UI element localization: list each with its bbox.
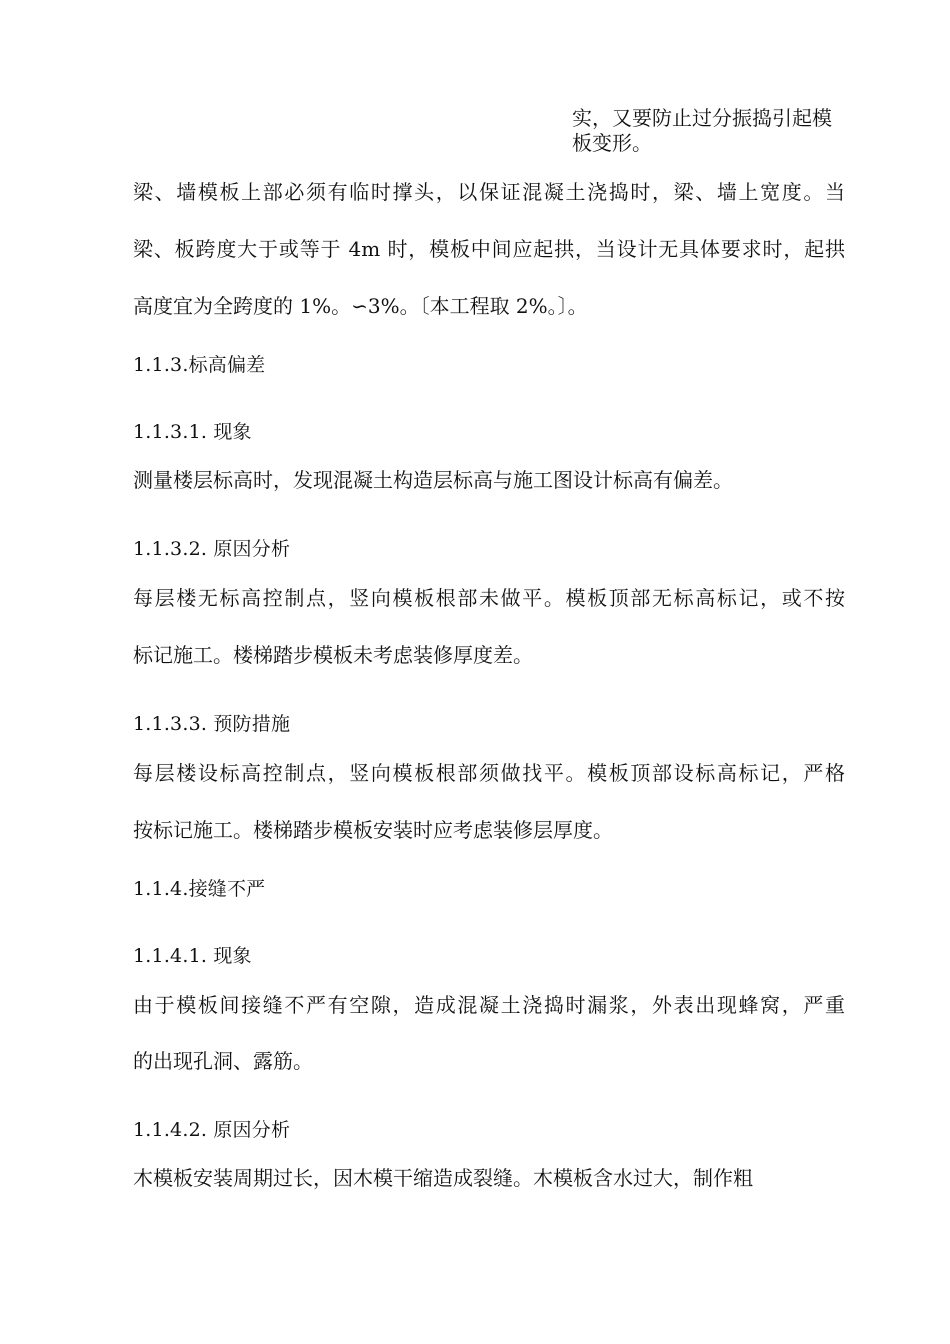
phenomenon-1-1-3-1-line-1: 测量楼层标高时，发现混凝土构造层标高与施工图设计标高有偏差。 — [133, 468, 733, 492]
section-heading-1-1-4: 1.1.4.接缝不严 — [133, 878, 266, 900]
prevention-1-1-3-3-line-1: 每层楼设标高控制点，竖向模板根部须做找平。模板顶部设标高标记，严格 — [133, 761, 845, 785]
beam-paragraph-line-2: 梁、板跨度大于或等于 4m 时，模板中间应起拱，当设计无具体要求时，起拱 — [133, 237, 845, 261]
beam-paragraph-line-1: 梁、墙模板上部必须有临时撑头，以保证混凝土浇捣时，梁、墙上宽度。当 — [133, 180, 845, 204]
subsection-heading-1-1-3-3: 1.1.3.3. 预防措施 — [133, 713, 291, 735]
phenomenon-1-1-4-1-line-2: 的出现孔洞、露筋。 — [133, 1049, 313, 1073]
subsection-heading-1-1-4-1: 1.1.4.1. 现象 — [133, 945, 252, 967]
top-fragment-line-1: 实，又要防止过分振捣引起模 — [572, 106, 832, 130]
subsection-heading-1-1-4-2: 1.1.4.2. 原因分析 — [133, 1119, 291, 1141]
subsection-heading-1-1-3-1: 1.1.3.1. 现象 — [133, 421, 252, 443]
subsection-heading-1-1-3-2: 1.1.3.2. 原因分析 — [133, 538, 291, 560]
cause-1-1-4-2-line-1: 木模板安装周期过长，因木模干缩造成裂缝。木模板含水过大，制作粗 — [133, 1166, 753, 1190]
prevention-1-1-3-3-line-2: 按标记施工。楼梯踏步模板安装时应考虑装修层厚度。 — [133, 818, 613, 842]
section-heading-1-1-3: 1.1.3.标高偏差 — [133, 354, 266, 376]
cause-1-1-3-2-line-1: 每层楼无标高控制点，竖向模板根部未做平。模板顶部无标高标记，或不按 — [133, 586, 845, 610]
phenomenon-1-1-4-1-line-1: 由于模板间接缝不严有空隙，造成混凝土浇捣时漏浆，外表出现蜂窝，严重 — [133, 993, 845, 1017]
beam-paragraph-line-3: 高度宜为全跨度的 1%。∽3%。〔本工程取 2%。〕。 — [133, 294, 588, 318]
cause-1-1-3-2-line-2: 标记施工。楼梯踏步模板未考虑装修厚度差。 — [133, 643, 533, 667]
top-fragment-line-2: 板变形。 — [572, 131, 652, 155]
